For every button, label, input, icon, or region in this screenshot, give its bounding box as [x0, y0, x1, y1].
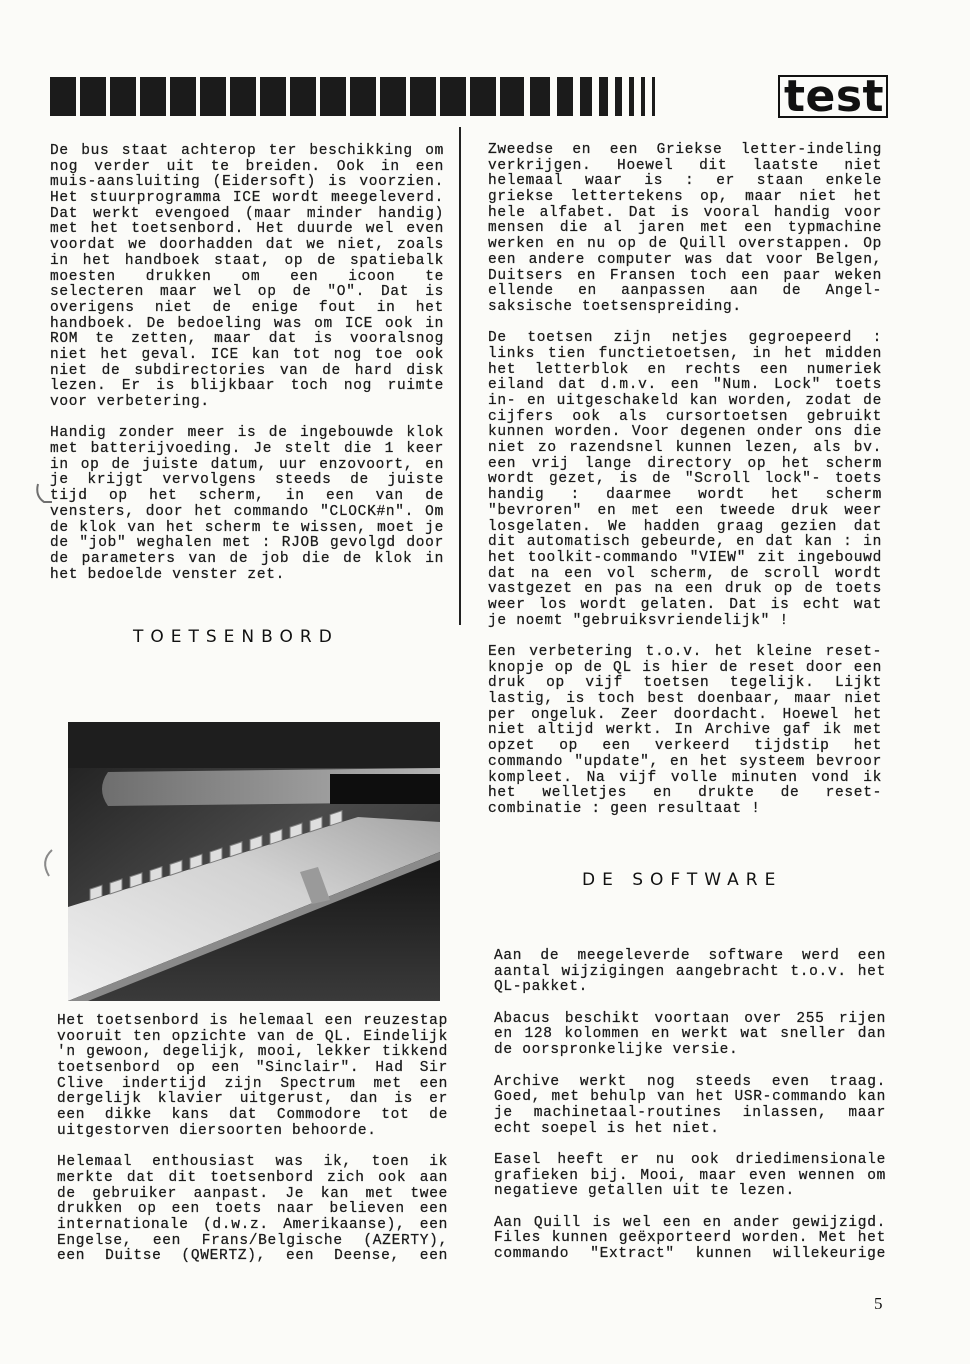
- text-line: de gebruiker aanpast. Je kan met twee: [57, 1185, 448, 1202]
- header-bar-block: [652, 77, 655, 116]
- text-line: kunnen worden. Voor degenen onder ons die: [488, 424, 882, 441]
- text-line: Aan de meegeleverde software werd een: [494, 948, 886, 964]
- text-line: niet de subdirectories van de hard disk: [50, 362, 444, 379]
- text-line: vastgezet en pas na een druk op de toets: [488, 581, 882, 598]
- text-line: Zweedse en een Griekse letter-indeling: [488, 142, 882, 158]
- text-line: ellende en aanpassen aan de Angel-: [488, 283, 882, 300]
- text-line: nog verder uit te breiden. Ook in een: [50, 158, 444, 175]
- text-line: verkrijgen. Hoewel dit laatste niet: [488, 157, 882, 174]
- text-line: De bus staat achterop ter beschikking om: [50, 143, 444, 159]
- text-line: het welletjes en drukte de reset-: [488, 785, 882, 802]
- text-line: weer los wordt gelaten. Dat is echt wat: [488, 596, 882, 613]
- header-bar-block: [557, 77, 573, 116]
- text-line: knopje op de QL is hier de reset door een: [488, 659, 882, 676]
- paragraph: [50, 144, 444, 411]
- header-bar-block: [170, 77, 196, 116]
- text-line: griekse lettertekens op, maar niet het: [488, 189, 882, 206]
- paragraph: [494, 949, 886, 996]
- text-line: en 128 kolommen en werkt wat sneller dan: [494, 1026, 886, 1043]
- text-line: overigens niet de enige fout in het: [50, 299, 444, 316]
- header-bar-block: [580, 77, 592, 116]
- section-heading-keyboard: TOETSENBORD: [133, 627, 339, 647]
- text-line: de parameters van de job die de klok in: [50, 550, 444, 567]
- text-line: grafieken bij. Mooi, maar even wennen om: [494, 1167, 886, 1184]
- section-header: [48, 71, 888, 122]
- section-heading-software: DE SOFTWARE: [582, 870, 783, 890]
- paragraph: [488, 143, 882, 316]
- text-line: helemaal waar is : er staan enkele: [488, 173, 882, 190]
- text-line: De toetsen zijn netjes gegroepeerd :: [488, 330, 882, 347]
- header-bar-block: [260, 77, 286, 116]
- text-line: in op de juiste datum, uur enzovoort, en: [50, 456, 444, 473]
- text-line: Archive werkt nog steeds even traag.: [494, 1073, 886, 1090]
- header-bar-block: [320, 77, 346, 116]
- text-line: niet altijd werkt. In Archive gaf ik met: [488, 722, 882, 739]
- text-line: werken en nu op de Quill overstappen. Op: [488, 236, 882, 253]
- header-bar-block: [470, 77, 496, 116]
- text-line: met het toetsenbord. Het duurde wel even: [50, 221, 444, 238]
- text-line: handboek. De bedoeling was om ICE ook in: [50, 315, 444, 332]
- text-line: ROM te zetten, maar dat is vooralsnog: [50, 331, 444, 348]
- text-line: commando "Extract" kunnen willekeurige: [494, 1246, 886, 1263]
- text-line: kompleet. Na vijf volle minuten vond ik: [488, 769, 882, 786]
- text-line: voor verbetering.: [50, 394, 210, 410]
- section-label: test: [783, 71, 885, 122]
- text-line: cijfers ook als cursortoetsen gebruikt: [488, 408, 882, 425]
- text-line: Aan Quill is wel een en ander gewijzigd.: [494, 1214, 886, 1231]
- text-line: Het stuurprogramma ICE wordt meegeleverd.: [50, 190, 444, 207]
- paragraph: [50, 426, 444, 583]
- text-line: selecteren maar wel op de "O". Dat is: [50, 284, 444, 301]
- text-line: Dat werkt evengoed (maar minder handig): [50, 205, 444, 222]
- text-line: lezen. Er is blijkbaar toch nog ruimte: [50, 378, 444, 395]
- paragraph: [494, 1216, 886, 1263]
- header-bar-pattern: [48, 71, 888, 122]
- text-line: dergelijk klavier uitgerust, dan is er: [57, 1091, 448, 1108]
- text-line: het bedoelde venster zet.: [50, 566, 286, 583]
- page-number: 5: [874, 1294, 883, 1313]
- text-line: vooruit ten opzichte van de QL. Eindelijk: [57, 1028, 448, 1045]
- text-line: drukken op een toets naar believen een: [57, 1201, 448, 1218]
- column-divider: [459, 127, 461, 625]
- text-line: een dikke kans dat Commodore tot de: [57, 1107, 448, 1124]
- text-line: dit automatisch gebeurde, en dat kan : in: [488, 534, 882, 551]
- text-line: moesten drukken om een icoon te: [50, 268, 444, 285]
- text-line: met batterijvoeding. Je stelt die 1 keer: [50, 441, 444, 458]
- text-line: merkte dat dit toetsenbord zich ook aan: [57, 1169, 448, 1186]
- header-bar-block: [615, 77, 622, 116]
- text-line: de "job" weghalen met : RJOB gevolgd door: [50, 535, 444, 552]
- text-line: uitgestorven diersoorten behoorde.: [57, 1122, 377, 1139]
- text-line: Clive indertijd zijn Spectrum met een: [57, 1075, 448, 1092]
- text-line: opzet op een verkeerd tijdstip het: [488, 738, 882, 755]
- text-line: toetsenbord op een "Sinclair". Had Sir: [57, 1060, 448, 1077]
- text-line: een vrij lange directory op het scherm: [488, 455, 882, 472]
- text-line: je noemt "gebruiksvriendelijk" !: [488, 612, 789, 629]
- text-line: QL-pakket.: [494, 979, 589, 996]
- keyboard-photo: [68, 722, 440, 1001]
- paragraph: [494, 1012, 886, 1059]
- text-line: lastig, is toch best doenbaar, maar niet: [488, 691, 882, 708]
- header-bar-block: [440, 77, 466, 116]
- text-line: Engelse, een Frans/Belgische (AZERTY),: [57, 1232, 448, 1249]
- text-line: de klok van het scherm te wissen, moet je: [50, 519, 444, 536]
- text-line: druk op vijf toetsen tegelijk. Lijkt: [488, 675, 882, 692]
- header-bar-block: [50, 77, 76, 116]
- text-line: in het handboek staat, op de spatiebalk: [50, 252, 444, 269]
- punch-mark: [30, 480, 60, 510]
- header-bar-block: [641, 77, 645, 116]
- header-bar-block: [530, 77, 550, 116]
- text-line: Easel heeft er nu ook driedimensionale: [494, 1151, 886, 1168]
- header-bar-block: [629, 77, 634, 116]
- header-bar-block: [80, 77, 106, 116]
- text-line: Het toetsenbord is helemaal een reuzestap: [57, 1013, 448, 1029]
- text-line: in- en uitgeschakeld kan worden, zodat de: [488, 393, 882, 409]
- text-line: links tien functietoetsen, in het midden: [488, 345, 882, 362]
- header-bar-block: [599, 77, 608, 116]
- text-line: 'n gewoon, degelijk, mooi, lekker tikkend: [57, 1044, 448, 1061]
- text-line: de oorspronkelijke versie.: [494, 1042, 739, 1059]
- text-line: losgelaten. We hadden graag gezien dat: [488, 518, 882, 535]
- header-bar-block: [380, 77, 406, 116]
- right-column-upper: [488, 143, 882, 818]
- paragraph: [488, 645, 882, 818]
- header-bar-block: [200, 77, 226, 116]
- header-bar-block: [410, 77, 436, 116]
- header-bar-block: [350, 77, 376, 116]
- text-line: echt soepel is het niet.: [494, 1120, 720, 1137]
- text-line: het toolkit-commando "VIEW" zit ingebouwd: [488, 549, 882, 566]
- text-line: niet zo razendsnel kunnen lezen, als bv.: [488, 440, 882, 457]
- text-line: Helemaal enthousiast was ik, toen ik: [57, 1154, 448, 1171]
- header-bar-block: [230, 77, 256, 116]
- text-line: vensters, door het commando "CLOCK#n". Om: [50, 503, 444, 520]
- text-line: je machinetaal-routines inlassen, maar: [494, 1104, 886, 1121]
- text-line: wordt gezet, is de "Scroll lock"- toets: [488, 471, 882, 488]
- left-column-upper: [50, 144, 444, 583]
- text-line: een andere computer was dat voor Belgen,: [488, 251, 882, 268]
- text-line: niet het geval. ICE kan tot nog toe ook: [50, 346, 444, 363]
- text-line: internationale (d.w.z. Amerikaanse), een: [57, 1216, 448, 1233]
- paragraph: [57, 1155, 448, 1265]
- text-line: Goed, met behulp van het USR-commando kan: [494, 1089, 886, 1106]
- text-line: Handig zonder meer is de ingebouwde klok: [50, 425, 444, 442]
- text-line: "bevroren" en met een tweede druk weer: [488, 502, 882, 519]
- right-column-lower: [494, 949, 886, 1263]
- text-line: het letterblok en rechts een numeriek: [488, 361, 882, 378]
- header-bar-block: [110, 77, 136, 116]
- header-bar-block: [140, 77, 166, 116]
- text-line: voordat we doorhadden dat we niet, zoals: [50, 237, 444, 254]
- text-line: je krijgt vervolgens steeds de juiste: [50, 472, 444, 489]
- left-column-lower: [57, 1014, 448, 1265]
- paragraph: [57, 1014, 448, 1140]
- text-line: saksische toetsenspreiding.: [488, 298, 742, 315]
- paragraph: [488, 331, 882, 629]
- text-line: muis-aansluiting (Eidersoft) is voorzien.: [50, 174, 444, 191]
- paragraph: [494, 1153, 886, 1200]
- text-line: commando "update", en het systeem bevroor: [488, 753, 882, 770]
- text-line: per ongeluk. Zeer doordacht. Hoewel het: [488, 706, 882, 723]
- text-line: combinatie : geen resultaat !: [488, 800, 761, 817]
- text-line: een Duitse (QWERTZ), een Deense, een: [57, 1248, 448, 1265]
- text-line: dat na een vol scherm, de scroll wordt: [488, 565, 882, 582]
- header-bar-block: [290, 77, 316, 116]
- text-line: tijd op het scherm, in een van de: [50, 488, 444, 505]
- punch-mark: [36, 848, 60, 880]
- header-bar-block: [500, 77, 524, 116]
- text-line: eiland dat d.m.v. een "Num. Lock" toets: [488, 377, 882, 394]
- text-line: Files kunnen geëxporteerd worden. Met het: [494, 1230, 886, 1247]
- text-line: Duitsers en Fransen toch een paar weken: [488, 267, 882, 284]
- text-line: mensen die al jaren met een typmachine: [488, 220, 882, 237]
- text-line: handig : daarmee wordt het scherm: [488, 487, 882, 504]
- text-line: Een verbetering t.o.v. het kleine reset-: [488, 644, 882, 660]
- text-line: hele alfabet. Dat is vooral handig voor: [488, 204, 882, 221]
- text-line: negatieve getallen uit te lezen.: [494, 1183, 795, 1200]
- text-line: aantal wijzigingen aangebracht t.o.v. het: [494, 963, 886, 980]
- text-line: Abacus beschikt voortaan over 255 rijen: [494, 1010, 886, 1027]
- paragraph: [494, 1075, 886, 1138]
